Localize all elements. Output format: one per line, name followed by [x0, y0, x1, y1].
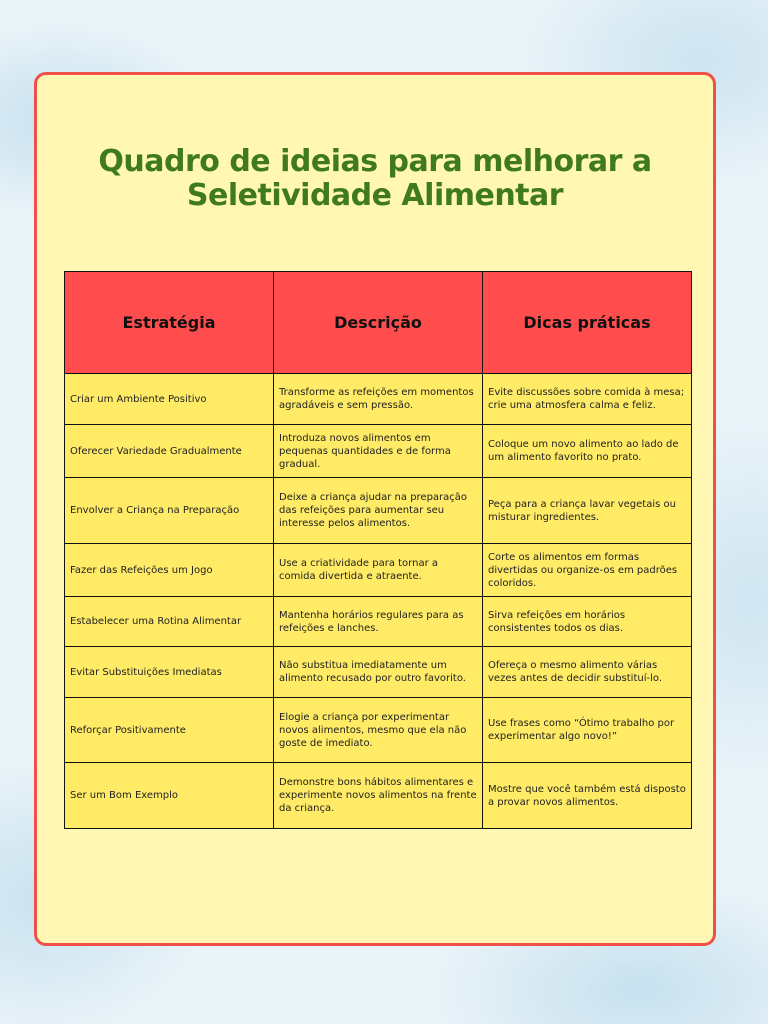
- cell-description: Transforme as refeições em momentos agradáveis e sem pressão.: [274, 374, 483, 425]
- cell-description: Use a criatividade para tornar a comida divertida e atraente.: [274, 544, 483, 597]
- table-row: [65, 597, 692, 647]
- header-practical-tips: Dicas práticas: [483, 272, 692, 374]
- cell-strategy: Estabelecer uma Rotina Alimentar: [65, 597, 274, 647]
- cell-tips: Corte os alimentos em formas divertidas ou organize-os em padrões coloridos.: [483, 544, 692, 597]
- cell-tips: Sirva refeições em horários consistentes todos os dias.: [483, 597, 692, 647]
- cell-tips: Peça para a criança lavar vegetais ou misturar ingredientes.: [483, 478, 692, 544]
- cell-strategy: Oferecer Variedade Gradualmente: [65, 425, 274, 478]
- table-row: [65, 698, 692, 763]
- cell-description: Demonstre bons hábitos alimentares e experimente novos alimentos na frente da criança.: [274, 763, 483, 829]
- table-row: [65, 425, 692, 478]
- ideas-card: [34, 72, 716, 946]
- cell-tips: Ofereça o mesmo alimento várias vezes antes de decidir substituí-lo.: [483, 647, 692, 698]
- cell-tips: Use frases como “Ótimo trabalho por experimentar algo novo!”: [483, 698, 692, 763]
- cell-strategy: Envolver a Criança na Preparação: [65, 478, 274, 544]
- cell-tips: Evite discussões sobre comida à mesa; crie uma atmosfera calma e feliz.: [483, 374, 692, 425]
- cell-tips: Coloque um novo alimento ao lado de um alimento favorito no prato.: [483, 425, 692, 478]
- cell-tips: Mostre que você também está disposto a provar novos alimentos.: [483, 763, 692, 829]
- header-strategy: Estratégia: [65, 272, 274, 374]
- cell-strategy: Fazer das Refeições um Jogo: [65, 544, 274, 597]
- cell-description: Elogie a criança por experimentar novos alimentos, mesmo que ela não goste de imediato.: [274, 698, 483, 763]
- cell-strategy: Criar um Ambiente Positivo: [65, 374, 274, 425]
- table-header-row: [65, 272, 692, 374]
- table-row: [65, 647, 692, 698]
- table-row: [65, 478, 692, 544]
- page-title: Quadro de ideias para melhorar a Seletividade Alimentar: [98, 144, 652, 213]
- table-row: [65, 763, 692, 829]
- cell-description: Não substitua imediatamente um alimento recusado por outro favorito.: [274, 647, 483, 698]
- cell-strategy: Ser um Bom Exemplo: [65, 763, 274, 829]
- table-row: [65, 544, 692, 597]
- table-row: [65, 374, 692, 425]
- cell-description: Introduza novos alimentos em pequenas quantidades e de forma gradual.: [274, 425, 483, 478]
- cell-description: Mantenha horários regulares para as refeições e lanches.: [274, 597, 483, 647]
- cell-description: Deixe a criança ajudar na preparação das refeições para aumentar seu interesse pelos alimentos.: [274, 478, 483, 544]
- cell-strategy: Evitar Substituições Imediatas: [65, 647, 274, 698]
- header-description: Descrição: [274, 272, 483, 374]
- strategy-table: [64, 271, 692, 829]
- cell-strategy: Reforçar Positivamente: [65, 698, 274, 763]
